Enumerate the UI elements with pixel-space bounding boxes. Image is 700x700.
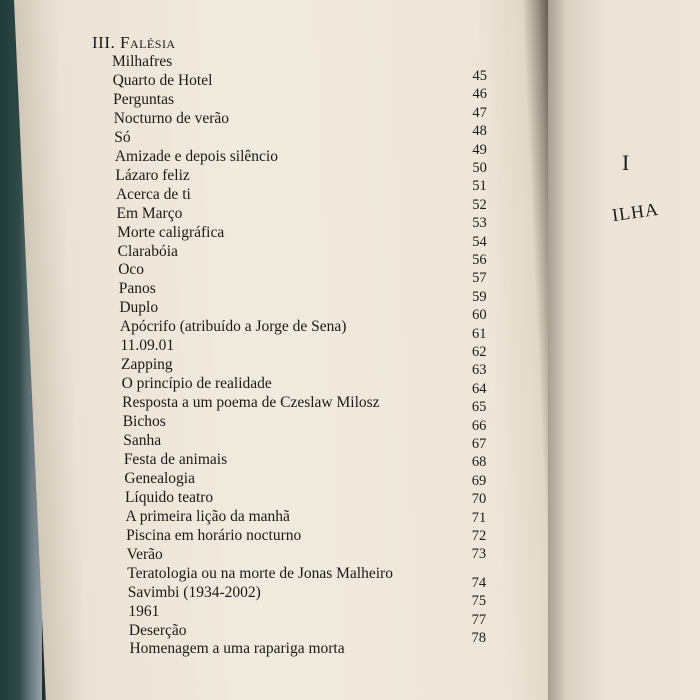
toc-entry-page-number: 74 (471, 574, 487, 591)
section-heading: III. Falésia (92, 33, 176, 52)
toc-entry-page-number: 49 (472, 141, 487, 158)
toc-entry-title: Duplo (119, 299, 159, 317)
toc-entry-page-number: 75 (471, 593, 487, 610)
toc-entry-title: Festa de animais (123, 450, 228, 468)
toc-entry-title: Homenagem a uma rapariga morta (129, 640, 345, 658)
toc-entry-page-number: 66 (471, 417, 487, 434)
toc-entry-title: 11.09.01 (120, 337, 175, 355)
toc-entry-page-number: 71 (471, 509, 487, 526)
toc-entry-title: Clarabóia (117, 242, 178, 260)
toc-entry-page-number: 52 (472, 196, 487, 213)
toc-entry-page-number: 65 (471, 399, 487, 416)
toc-entry-page-number: 60 (472, 307, 487, 324)
toc-entry-title: Teratologia ou na morte de Jonas Malheiro (127, 564, 393, 582)
toc-entry-page-number: 46 (472, 86, 487, 103)
toc-entry-title: Panos (118, 280, 156, 298)
toc-entry-page-number: 48 (472, 123, 487, 140)
toc-entry-page-number: 59 (472, 288, 487, 305)
toc-entry-title: Apócrifo (atribuído a Jorge de Sena) (119, 318, 347, 336)
toc-entry-title: Perguntas (113, 90, 174, 108)
toc-entry-title: Líquido teatro (124, 488, 214, 506)
toc-entry-page-number: 54 (472, 233, 487, 250)
toc-entry-page-number: 47 (472, 104, 487, 121)
toc-entry-title: A primeira lição da manhã (125, 507, 290, 525)
toc-entry-title: Lázaro feliz (115, 166, 190, 184)
toc-entry-title: Sanha (123, 432, 162, 449)
toc-entry-page-number: 64 (471, 380, 487, 397)
part-title: ILHA (610, 198, 661, 226)
toc-entry-title: Verão (126, 545, 163, 563)
toc-entry-page-number: 68 (471, 454, 487, 471)
toc-entry-title: Savimbi (1934-2002) (127, 583, 261, 601)
toc-entry-page-number: 77 (471, 611, 487, 628)
toc-entry-page-number: 62 (472, 344, 487, 360)
toc-entry-page-number: 70 (471, 491, 487, 508)
toc-entry-page-number: 67 (471, 436, 487, 452)
toc-entry-title: Resposta a um poema de Czeslaw Milosz (122, 394, 380, 412)
toc-entry-page-number: 72 (471, 528, 487, 544)
toc-entry-title: Deserção (128, 621, 187, 639)
toc-entry-page-number: 56 (472, 252, 487, 268)
toc-entry-page-number: 57 (472, 270, 487, 287)
toc-entry-page-number: 78 (471, 630, 487, 646)
toc-entry-page-number: 51 (472, 178, 487, 195)
toc-entry-title: Milhafres (112, 53, 173, 70)
toc-entry-page-number: 50 (472, 160, 487, 176)
toc-entry-title: Piscina em horário nocturno (126, 526, 302, 544)
toc-entry-title: Zapping (121, 356, 173, 374)
toc-entry-title: Bichos (122, 413, 166, 431)
toc-entry-page-number: 45 (472, 68, 487, 84)
toc-entry-title: Quarto de Hotel (112, 71, 213, 89)
toc-entry-title: Morte caligráfica (117, 223, 225, 241)
toc-entry-title: O princípio de realidade (121, 375, 272, 393)
toc-entry-title: Oco (118, 261, 145, 279)
toc-entry-title: Acerca de ti (115, 185, 191, 203)
toc-entry-page-number: 73 (471, 546, 487, 563)
toc-entry-page-number: 53 (472, 215, 487, 232)
toc-entry-page-number: 61 (472, 325, 487, 342)
toc-entry-title: Em Março (116, 204, 183, 222)
toc-entry-page-number: 63 (471, 362, 487, 379)
toc-entry-page-number: 69 (471, 472, 487, 489)
toc-entry-title: Genealogia (124, 469, 195, 487)
toc-entry-title: Amizade e depois silêncio (114, 147, 278, 165)
toc-entry-title: 1961 (128, 602, 160, 620)
toc-entry-title: Nocturno de verão (113, 109, 230, 127)
toc-entry-title: Só (114, 128, 131, 146)
part-number: I (622, 150, 630, 175)
